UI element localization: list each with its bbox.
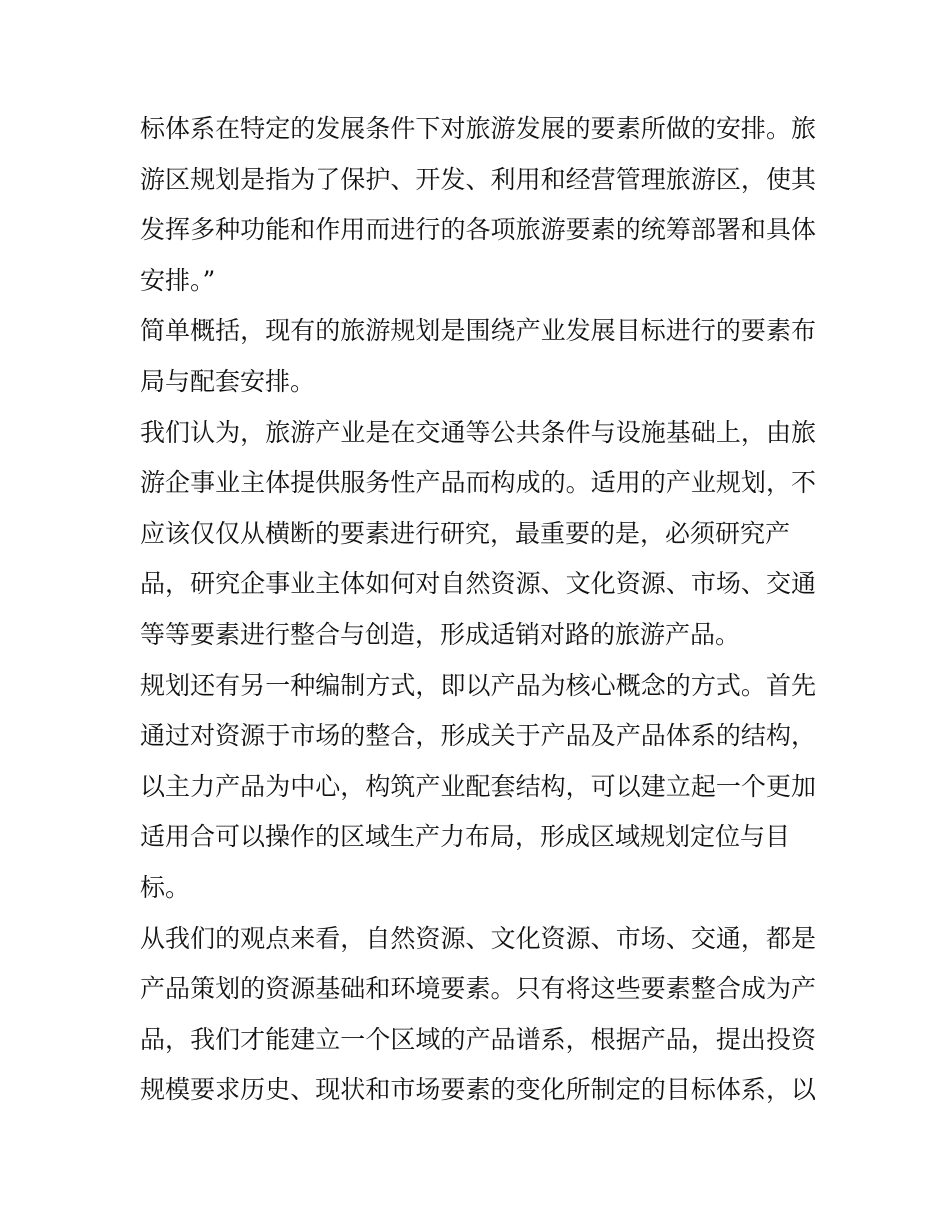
- text-line: 以主力产品为中心，构筑产业配套结构，可以建立起一个更加: [140, 771, 816, 801]
- text-line: 简单概括，现有的旅游规划是围绕产业发展目标进行的要素布: [140, 316, 816, 346]
- text-line: 发挥多种功能和作用而进行的各项旅游要素的统筹部署和具体: [140, 215, 816, 245]
- text-line: 游区规划是指为了保护、开发、利用和经营管理旅游区，使其: [140, 164, 816, 194]
- text-line: 规划还有另一种编制方式，即以产品为核心概念的方式。首先: [140, 670, 816, 700]
- text-line: 适用合可以操作的区域生产力布局，形成区域规划定位与目: [140, 822, 791, 852]
- body-text: [140, 104, 816, 1116]
- text-line: 品，我们才能建立一个区域的产品谱系，根据产品，提出投资: [140, 1024, 816, 1054]
- text-line: 安排。”: [140, 265, 216, 295]
- text-line: 局与配套安排。: [140, 366, 316, 396]
- text-line: 我们认为，旅游产业是在交通等公共条件与设施基础上，由旅: [140, 417, 816, 447]
- text-line: 从我们的观点来看，自然资源、文化资源、市场、交通，都是: [140, 923, 816, 953]
- text-line: 标体系在特定的发展条件下对旅游发展的要素所做的安排。旅: [140, 114, 816, 143]
- text-line: 标。: [140, 872, 191, 902]
- text-line: 游企事业主体提供服务性产品而构成的。适用的产业规划，不: [140, 468, 816, 498]
- text-line: 通过对资源于市场的整合，形成关于产品及产品体系的结构，: [140, 721, 816, 751]
- text-line: 规模要求历史、现状和市场要素的变化所制定的目标体系，以: [140, 1075, 816, 1105]
- text-line: 产品策划的资源基础和环境要素。只有将这些要素整合成为产: [140, 974, 816, 1004]
- text-line: 等等要素进行整合与创造，形成适销对路的旅游产品。: [140, 619, 741, 649]
- text-line: 品，研究企事业主体如何对自然资源、文化资源、市场、交通: [140, 569, 816, 599]
- text-line: 应该仅仅从横断的要素进行研究，最重要的是，必须研究产: [140, 518, 791, 548]
